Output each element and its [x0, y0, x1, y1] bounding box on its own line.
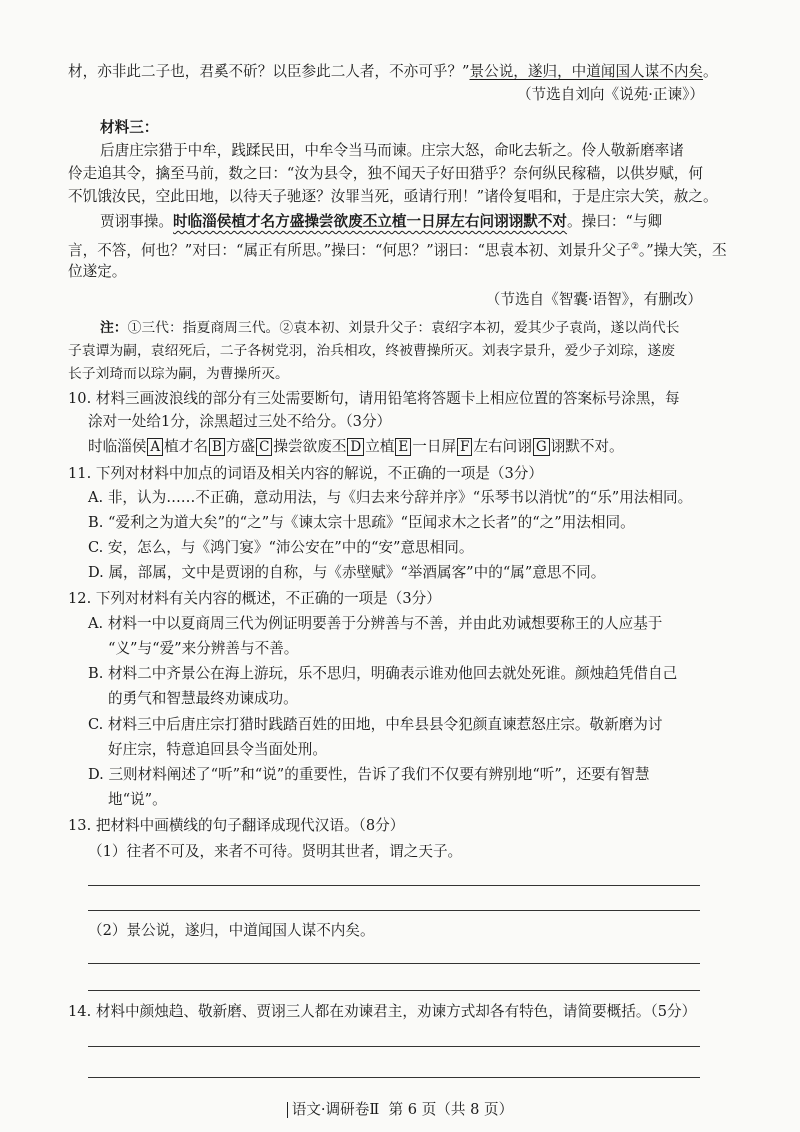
mark-f[interactable]: F: [457, 438, 472, 456]
mark-a[interactable]: A: [147, 438, 163, 456]
answer-line[interactable]: [88, 990, 700, 991]
q12-option-a-line2: “义”与“爱”来分辨善与不善。: [108, 640, 299, 657]
answer-line[interactable]: [88, 885, 700, 886]
q10-stem-line2: 涂对一处给1分，涂黑超过三处不给分。（3分）: [88, 413, 392, 430]
q11-option-c: C. 安，怎么，与《鸿门宴》“沛公安在”中的“安”意思相同。: [88, 539, 474, 556]
q10-stem-line1: 10. 材料三画波浪线的部分有三处需要断句，请用铅笔将答题卡上相应位置的答案标号涂黑，每: [68, 390, 680, 407]
mark-b[interactable]: B: [209, 438, 225, 456]
mark-c[interactable]: C: [256, 438, 272, 456]
q12-option-c-line2: 好庄宗，特意追回县令当面处刑。: [108, 741, 327, 758]
answer-line[interactable]: [88, 1046, 700, 1047]
q11-option-d: D. 属，部属，文中是贾诩的自称，与《赤壁赋》“举酒属客”中的“属”意思不同。: [88, 564, 606, 581]
q10-options: 时临淄侯 A 植才名 B 方盛 C 操尝欲废丕 D 立植 E 一日屏 F 左右问诩 G 诩默不对。: [88, 438, 624, 455]
material3-para2-line1: 贾诩事操。时临淄侯植才名方盛操尝欲废丕立植一日屏左右问诩诩默不对。操曰：“与卿: [100, 213, 663, 230]
note-line2: 子袁谭为嗣，袁绍死后，二子各树党羽，治兵相攻，终被曹操所灭。刘表字景升，爱少子刘琮，遂废: [68, 343, 676, 359]
q12-option-c-line1: C. 材料三中后唐庄宗打猎时践踏百姓的田地，中牟县县令犯颜直谏惹怒庄宗。敬新磨为讨: [88, 716, 663, 733]
answer-line[interactable]: [88, 963, 700, 964]
page-footer: [0, 1098, 800, 1119]
answer-line[interactable]: [88, 1077, 700, 1078]
mark-e[interactable]: E: [395, 438, 411, 456]
footer-page-number: 第 6 页（共 8 页）: [388, 1101, 514, 1118]
q14-stem: 14. 材料中颜烛趋、敬新磨、贾诩三人都在劝谏君主，劝谏方式却各有特色，请简要概括。（5分）: [68, 1003, 697, 1020]
material3-title: 材料三：: [100, 119, 159, 136]
material3-para1-line1: 后唐庄宗猎于中牟，践蹂民田，中牟令当马而谏。庄宗大怒，命叱去斩之。伶人敬新磨率诸: [100, 142, 684, 159]
q12-option-d-line1: D. 三则材料阐述了“听”和“说”的重要性，告诉了我们不仅要有辨别地“听”，还要有智慧: [88, 766, 650, 783]
q11-option-a: A. 非，认为……不正确，意动用法，与《归去来兮辞并序》“乐琴书以消忧”的“乐”用法相同。: [88, 489, 693, 506]
q11-option-b: B. “爱利之为道大矣”的“之”与《谏太宗十思疏》“臣闻求木之长者”的“之”用法相同。: [88, 514, 635, 531]
q12-option-b-line1: B. 材料二中齐景公在海上游玩，乐不思归，明确表示谁劝他回去就处死谁。颜烛趋凭借自己: [88, 665, 678, 682]
q13-sentence2: （2）景公说，遂归，中道闻国人谋不内矣。: [88, 922, 375, 939]
material2-tail: 材，亦非此二子也，君奚不斫？以臣参此二人者，不亦可乎？”景公说，遂归，中道闻国人谋不内矣。: [68, 63, 718, 80]
material3-para1-line3: 不饥饿汝民，空此田地，以待天子驰逐？汝罪当死，亟请行刑！”诸伶复唱和，于是庄宗大笑，赦之。: [68, 188, 718, 205]
material3-para1-line2: 伶走追其令，擒至马前，数之曰：“汝为县令，独不闻天子好田猎乎？奈何纵民稼穑，以供岁赋，何: [68, 165, 703, 182]
footer-divider: [287, 1102, 288, 1118]
underlined-sentence: 景公说，遂归，中道闻国人谋不内矣: [469, 63, 704, 80]
wavy-passage: 时临淄侯植才名方盛操尝欲废丕立植一日屏左右问诩诩默不对: [172, 213, 568, 230]
note-line1: 注：①三代：指夏商周三代。②袁本初、刘景升父子：袁绍字本初，爱其少子袁尚，遂以尚代长: [100, 320, 680, 336]
q11-stem: 11. 下列对材料中加点的词语及相关内容的解说，不正确的一项是（3分）: [68, 465, 543, 482]
material2-source: （节选自刘向《说苑·正谏》）: [516, 86, 704, 103]
q13-sentence1: （1）往者不可及，来者不可待。贤明其世者，谓之天子。: [88, 843, 463, 860]
material3-para2-line3: 位遂定。: [68, 263, 127, 280]
material3-source: （节选自《智囊·语智》，有删改）: [485, 291, 702, 308]
footer-subject: 语文·调研卷Ⅱ: [291, 1101, 380, 1118]
mark-g[interactable]: G: [533, 438, 550, 456]
q12-option-a-line1: A. 材料一中以夏商周三代为例证明要善于分辨善与不善，并由此劝诫想要称王的人应基于: [88, 615, 663, 632]
q13-stem: 13. 把材料中画横线的句子翻译成现代汉语。（8分）: [68, 817, 405, 834]
note-line3: 长子刘琦而以琮为嗣，为曹操所灭。: [68, 366, 289, 382]
material3-para2-line2: 言，不答，何也？”对曰：“属正有所思。”操曰：“何思？”诩曰：“思袁本初、刘景升父子②。”操大笑，丕: [68, 241, 727, 259]
mark-d[interactable]: D: [347, 438, 364, 456]
q12-option-b-line2: 的勇气和智慧最终劝谏成功。: [108, 690, 298, 707]
q12-stem: 12. 下列对材料有关内容的概述，不正确的一项是（3分）: [68, 590, 441, 607]
material2-text: 材，亦非此二子也，君奚不斫？以臣参此二人者，不亦可乎？”: [68, 63, 470, 80]
q12-option-d-line2: 地“说”。: [108, 791, 167, 808]
answer-line[interactable]: [88, 910, 700, 911]
